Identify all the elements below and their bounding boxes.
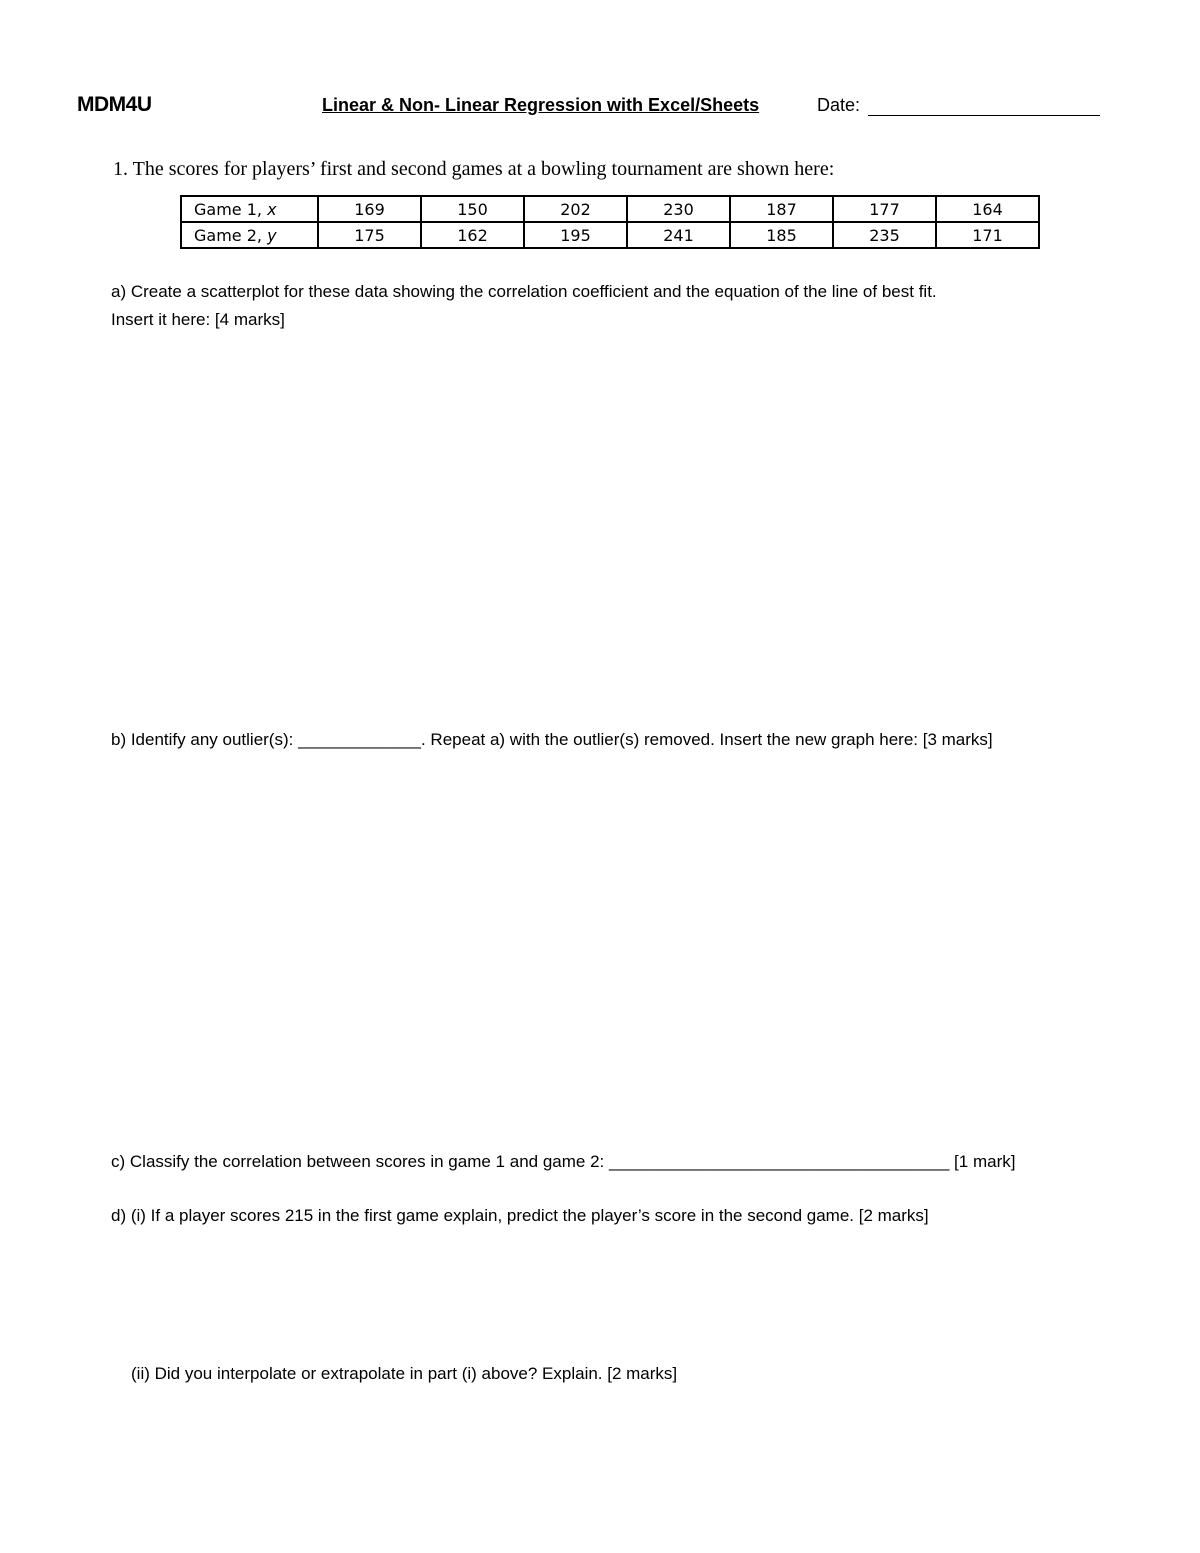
table-row-game-2	[181, 222, 1039, 248]
table-cell: 169	[318, 196, 421, 222]
table-cell: 187	[730, 196, 833, 222]
table-cell: 164	[936, 196, 1039, 222]
table-cell: 202	[524, 196, 627, 222]
table-cell: 230	[627, 196, 730, 222]
table-cell: 235	[833, 222, 936, 248]
table-cell: 150	[421, 196, 524, 222]
row-header-game-1: Game 1, x	[181, 196, 318, 222]
date-blank-line	[868, 115, 1100, 116]
page-title: Linear & Non- Linear Regression with Excel/Sheets	[322, 95, 760, 115]
table-cell: 162	[421, 222, 524, 248]
table-cell: 185	[730, 222, 833, 248]
part-c-prompt: c) Classify the correlation between scores in game 1 and game 2: ____________________________________ [1 mark]	[111, 1152, 1016, 1171]
table-cell: 177	[833, 196, 936, 222]
part-a-insert-instruction: Insert it here: [4 marks]	[111, 310, 285, 329]
course-code: MDM4U	[77, 93, 152, 116]
part-b-prompt: b) Identify any outlier(s): _____________. Repeat a) with the outlier(s) removed. Insert the new graph here: [3 marks]	[111, 730, 993, 749]
part-a-prompt: a) Create a scatterplot for these data showing the correlation coefficient and the equation of the line of best fit.	[111, 282, 937, 301]
bowling-scores-table	[180, 195, 1040, 249]
question-1-intro: 1. The scores for players’ first and second games at a bowling tournament are shown here:	[113, 158, 835, 180]
table-cell: 175	[318, 222, 421, 248]
table-cell: 195	[524, 222, 627, 248]
date-label: Date:	[817, 95, 861, 115]
table-cell: 241	[627, 222, 730, 248]
part-d-ii-prompt: (ii) Did you interpolate or extrapolate in part (i) above? Explain. [2 marks]	[131, 1364, 678, 1383]
table-row-game-1	[181, 196, 1039, 222]
part-d-i-prompt: d) (i) If a player scores 215 in the first game explain, predict the player’s score in the second game. [2 marks]	[111, 1206, 929, 1225]
table-cell: 171	[936, 222, 1039, 248]
row-header-game-2: Game 2, y	[181, 222, 318, 248]
